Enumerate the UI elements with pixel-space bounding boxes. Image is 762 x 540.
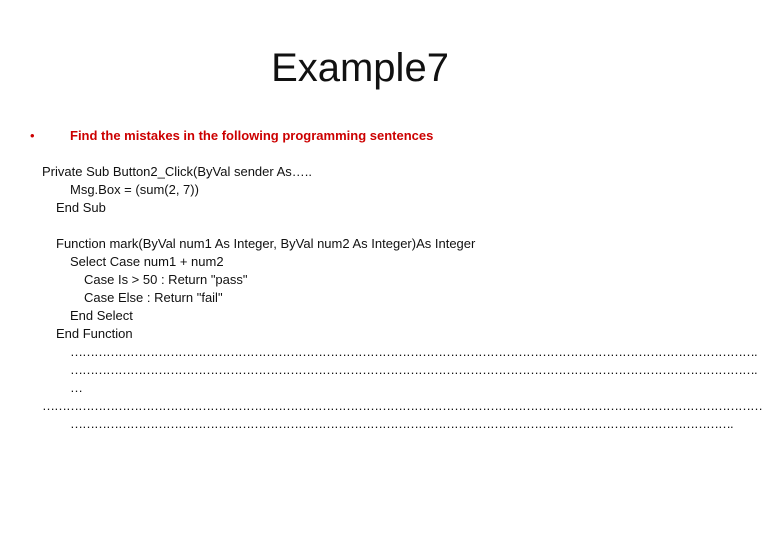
code-line: End Select	[70, 308, 133, 323]
slide-title: Example7	[271, 46, 449, 90]
code-line: Function mark(ByVal num1 As Integer, ByVal num2 As Integer)As Integer	[56, 236, 476, 251]
bullet-item	[30, 126, 690, 146]
answer-line: …	[70, 380, 82, 395]
code-line: Private Sub Button2_Click(ByVal sender As…..	[42, 164, 312, 179]
code-line: End Sub	[56, 200, 106, 215]
code-line: End Function	[56, 326, 133, 341]
code-line: Case Else : Return "fail"	[84, 290, 223, 305]
answer-line: ……………………………………………………………………………………………………………………………………………………….	[70, 344, 757, 359]
answer-line: ………………………………………………………………………………………………………………………………………………………………	[42, 398, 762, 413]
code-line: Msg.Box = (sum(2, 7))	[70, 182, 199, 197]
bullet-marker: •	[30, 128, 35, 143]
answer-line: ……………………………………………………………………………………………………………………………………………………….	[70, 362, 757, 377]
bullet-text: Find the mistakes in the following programming sentences	[70, 128, 434, 143]
answer-line: ………………………………………………………………………………………………………………………………………………….	[70, 416, 733, 431]
code-line: Select Case num1 + num2	[70, 254, 224, 269]
code-line: Case Is > 50 : Return "pass"	[84, 272, 248, 287]
